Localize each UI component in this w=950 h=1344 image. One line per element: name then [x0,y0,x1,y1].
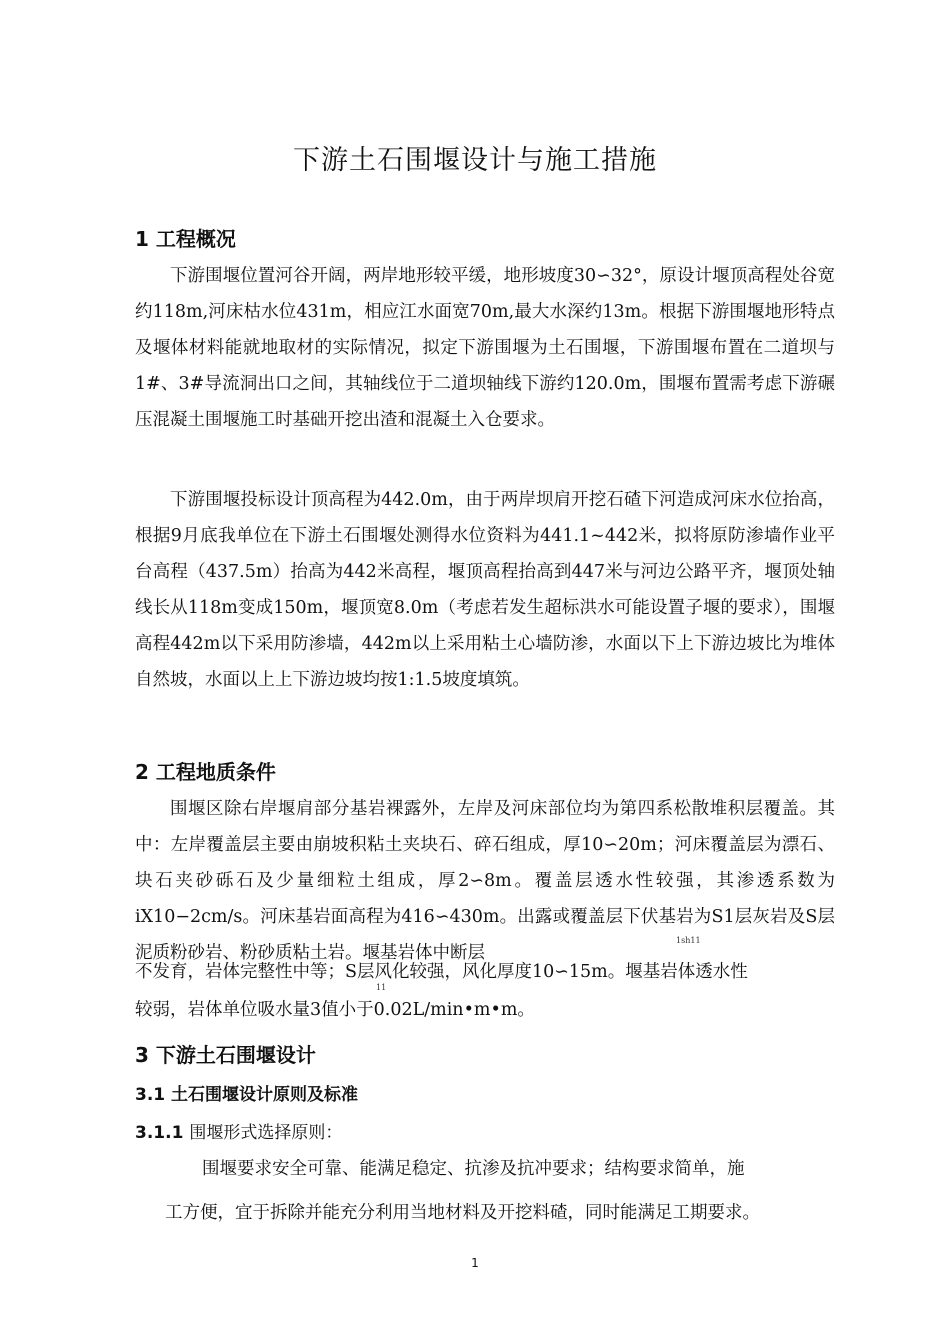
section-2-heading: 2 工程地质条件 [135,760,276,784]
section-2-note-fragment-1: 1sh11 [676,936,701,945]
section-2-line-3: 较弱，岩体单位吸水量3值小于0.02L/min•m•m。 [135,1000,535,1020]
section-1-paragraph-2: 下游围堰投标设计顶高程为442.0m，由于两岸坝肩开挖石碴下河造成河床水位抬高，根据9月底我单位在下游土石围堰处测得水位资料为441.1~442米，拟将原防渗墙作业平台高程（437.5m）抬高为442米高程，堰顶高程抬高到447米与河边公路平齐，堰顶处轴线长从118m变成150m，堰顶宽8.0m（考虑若发生超标洪水可能设置子堰的要求），围堰高程442m以下采用防渗墙，442m以上采用粘土心墙防渗，水面以下上下游边坡比为堆体自然坡，水面以上上下游边坡均按1:1.5坡度填筑。 [135,490,835,690]
section-3-paragraph-line-2: 工方便，宜于拆除并能充分利用当地材料及开挖料碴，同时能满足工期要求。 [165,1203,760,1223]
subsection-3-1-1-number: 3.1.1 [135,1123,184,1143]
section-2-note-fragment-2: 11 [376,983,387,992]
subsection-3-1-1-text: 围堰形式选择原则： [189,1123,343,1143]
section-3-paragraph-line-1: 围堰要求安全可靠、能满足稳定、抗渗及抗冲要求；结构要求简单，施 [202,1159,745,1179]
subsection-3-1-1-heading [135,1118,342,1143]
section-2-line-2: 不发育，岩体完整性中等；S层风化较强，风化厚度10∽15m。堰基岩体透水性 [135,962,748,982]
subsection-3-1-heading: 3.1 土石围堰设计原则及标准 [135,1085,359,1105]
section-2-paragraph-1: 围堰区除右岸堰肩部分基岩裸露外，左岸及河床部位均为第四系松散堆积层覆盖。其中：左岸覆盖层主要由崩坡积粘土夹块石、碎石组成，厚10∽20m；河床覆盖层为漂石、块石夹砂砾石及少量细粒土组成，厚2∽8m。覆盖层透水性较强，其渗透系数为iX10−2cm/s。河床基岩面高程为416∽430m。出露或覆盖层下伏基岩为S1层灰岩及S层泥质粉砂岩、粉砂质粘土岩。堰基岩体中断层 [135,799,835,963]
page-number: 1 [471,1256,479,1270]
section-1-paragraph-1: 下游围堰位置河谷开阔，两岸地形较平缓，地形坡度30∽32°，原设计堰顶高程处谷宽约118m,河床枯水位431m，相应江水面宽70m,最大水深约13m。根据下游围堰地形特点及堰体材料能就地取材的实际情况，拟定下游围堰为土石围堰，下游围堰布置在二道坝与1#、3#导流洞出口之间，其轴线位于二道坝轴线下游约120.0m，围堰布置需考虑下游碾压混凝土围堰施工时基础开挖出渣和混凝土入仓要求。 [135,266,835,430]
document-title: 下游土石围堰设计与施工措施 [293,145,657,176]
section-1-heading: 1 工程概况 [135,227,236,251]
section-3-heading: 3 下游土石围堰设计 [135,1043,316,1067]
